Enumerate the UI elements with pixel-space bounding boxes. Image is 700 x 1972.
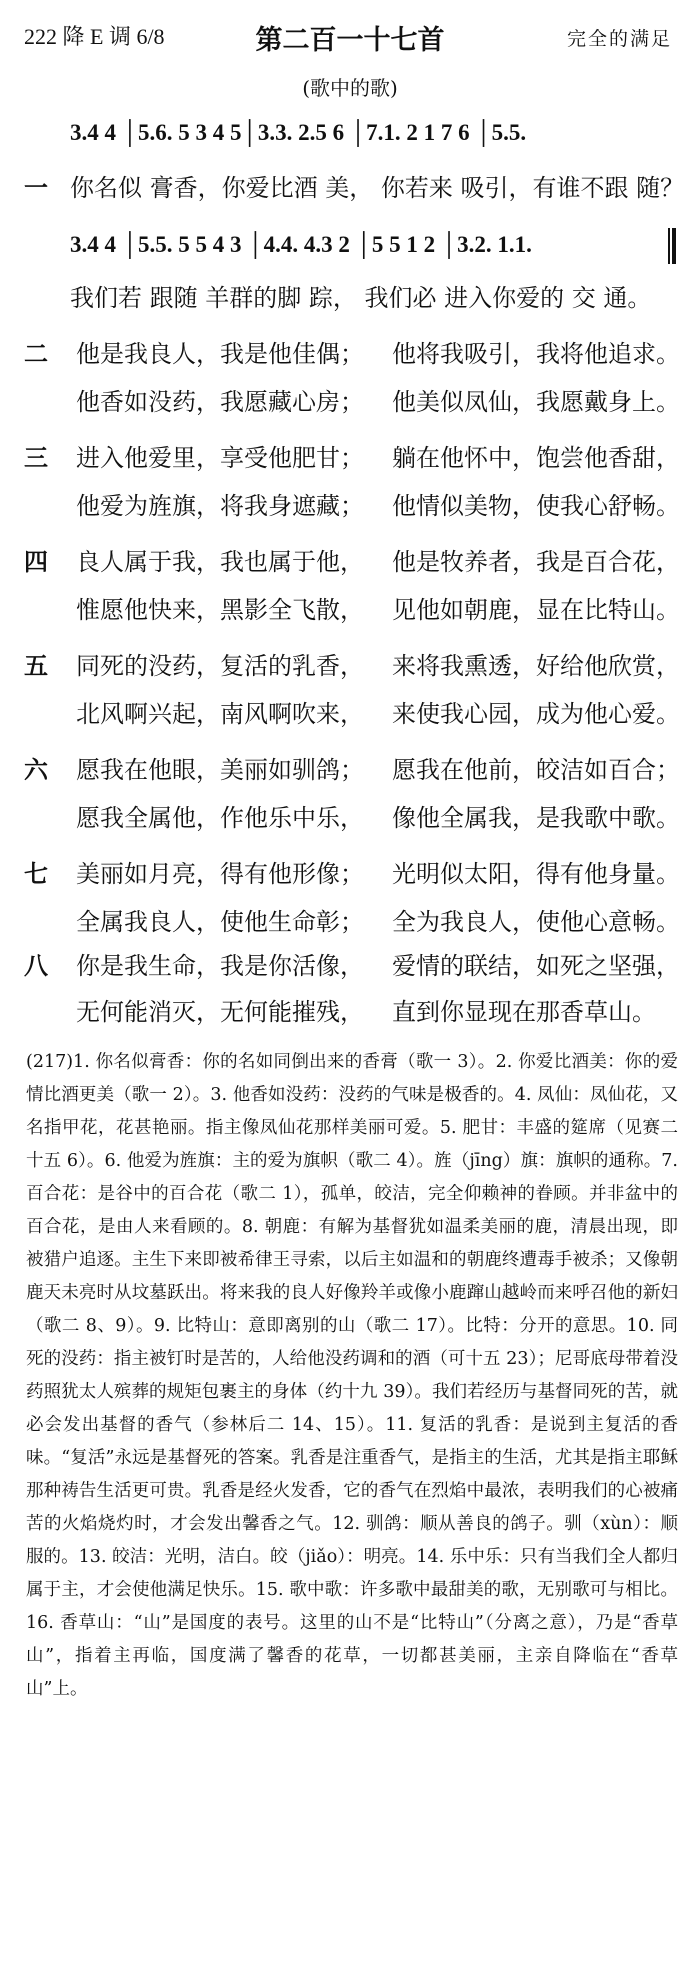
footnotes: (217)1. 你名似膏香：你的名如同倒出来的香膏（歌一 3）。2. 你爱比酒美：你的爱情比酒更美（歌一 2）。3. 他香如没药：没药的气味是极香的。4. 凤仙：凤仙花，又名指甲花，花甚艳丽。指主像凤仙花那样美丽可爱。5. 肥甘：丰盛的筵席（见赛二十五 6）。6. 他爱为旌旗：主的爱为旗帜（歌二 4）。旌（jīng）旗：旗帜的通称。7. 百合花：是谷中的百合花（歌二 1），孤单，皎洁，完全仰赖神的眷顾。并非盆中的百合花，是由人来看顾的。8. 朝鹿：有解为基督犹如温柔美丽的鹿，清晨出现，即被猎户追逐。主生下来即被希律王寻索，以后主如温和的朝鹿终遭毒手被杀；又像朝鹿天未亮时从坟墓跃出。将来我的良人好像羚羊或像小鹿蹿山越岭而来呼召他的新妇（歌二 8、9）。9. 比特山：意即离别的山（歌二 17）。比特：分开的意思。10. 同死的没药：指主被钉时是苦的，人给他没药调和的酒（可十五 23）；尼哥底母带着没药照犹太人殡葬的规矩包裹主的身体（约十九 39）。我们若经历与基督同死的苦，就必会发出基督的香气（参林后二 14、15）。11. 复活的乳香：是说到主复活的香味。“复活”永远是基督死的答案。乳香是注重香气，是指主的生活，尤其是指主耶稣那种祷告生活更可贵。乳香是经火发香，它的香气在烈焰中最浓，表明我们的心被痛苦的火焰烧灼时，才会发出馨香之气。12. 驯鸽：顺从善良的鸽子。驯（xùn）：顺服的。13. 皎洁：光明，洁白。皎（jiǎo）：明亮。14. 乐中乐：只有当我们全人都归属于主，才会使他满足快乐。15. 歌中歌：许多歌中最甜美的歌，无别歌可与相比。16. 香草山：“山”是国度的表号。这里的山不是“比特山”（分离之意），乃是“香草山”，指着主再临，国度满了馨香的花草，一切都甚美丽，主亲自降临在“香草山”上。	[26, 1052, 678, 1699]
verse-line: 见他如朝鹿，显在比特山。	[392, 596, 680, 624]
verse-line: 来使我心园，成为他心爱。	[392, 700, 680, 728]
verse-number: 二	[24, 340, 48, 368]
verse-line: 愿我在他前，皎洁如百合；	[392, 756, 680, 784]
verse-line: 他爱为旌旗，将我身遮藏；	[76, 492, 364, 520]
lyric-line-2: 我们若 跟随 羊群的脚 踪， 我们必 进入你爱的 交 通。	[70, 284, 652, 312]
verse-line: 来将我熏透，好给他欣赏，	[392, 652, 680, 680]
verse-line: 他美似凤仙，我愿戴身上。	[392, 388, 680, 416]
verse-line: 全属我良人，使他生命彰；	[76, 908, 364, 936]
lyric-line-1: 你名似 膏香，你爱比酒 美， 你若来 吸引，有谁不跟 随？	[70, 174, 685, 202]
verse-line: 光明似太阳，得有他身量。	[392, 860, 680, 888]
verse-line: 他是我良人，我是他佳偶；	[76, 340, 364, 368]
verse-line: 爱情的联结，如死之坚强，	[392, 952, 680, 980]
page-key: 222 降 E 调 6/8	[24, 24, 165, 49]
final-barline-thin	[668, 228, 670, 264]
hymn-title: 第二百一十七首	[255, 25, 445, 56]
verse-number: 三	[24, 444, 48, 472]
notation-line-2: 3.4 4 │5.5. 5 5 4 3 │4.4. 4.3 2 │5 5 1 2 │3.2. 1.1.	[70, 232, 532, 257]
verse-line: 惟愿他快来，黑影全飞散，	[76, 596, 364, 624]
verse-number: 一	[24, 174, 48, 202]
verse-line: 他将我吸引，我将他追求。	[392, 340, 680, 368]
verse-line: 他是牧养者，我是百合花，	[392, 548, 680, 576]
verse-line: 同死的没药，复活的乳香，	[76, 652, 364, 680]
verse-line: 进入他爱里，享受他肥甘；	[76, 444, 364, 472]
hymn-subtitle: (歌中的歌)	[302, 76, 398, 100]
verse-line: 愿我在他眼，美丽如驯鸽；	[76, 756, 364, 784]
notation-line-1: 3.4 4 │5.6. 5 3 4 5│3.3. 2.5 6 │7.1. 2 1 7 6 │5.5.	[70, 120, 527, 145]
verse-line: 躺在他怀中，饱尝他香甜，	[392, 444, 680, 472]
verse-number: 五	[24, 652, 48, 680]
final-barline-thick	[672, 228, 676, 264]
verse-number: 七	[24, 860, 48, 888]
verse-line: 美丽如月亮，得有他形像；	[76, 860, 364, 888]
verse-line: 无何能消灭，无何能摧残，	[76, 998, 364, 1026]
verse-number: 四	[24, 548, 48, 576]
verse-line: 直到你显现在那香草山。	[392, 998, 656, 1026]
verse-line: 北风啊兴起，南风啊吹来，	[76, 700, 364, 728]
verse-line: 他香如没药，我愿藏心房；	[76, 388, 364, 416]
verse-line: 良人属于我，我也属于他，	[76, 548, 364, 576]
verse-line: 你是我生命，我是你活像，	[76, 952, 364, 980]
hymn-category: 完全的满足	[566, 28, 672, 50]
verse-line: 愿我全属他，作他乐中乐，	[76, 804, 364, 832]
verse-number: 六	[24, 756, 48, 784]
verse-line: 像他全属我，是我歌中歌。	[392, 804, 680, 832]
verse-number: 八	[24, 952, 48, 980]
verse-line: 他情似美物，使我心舒畅。	[392, 492, 680, 520]
verse-line: 全为我良人，使他心意畅。	[392, 908, 680, 936]
